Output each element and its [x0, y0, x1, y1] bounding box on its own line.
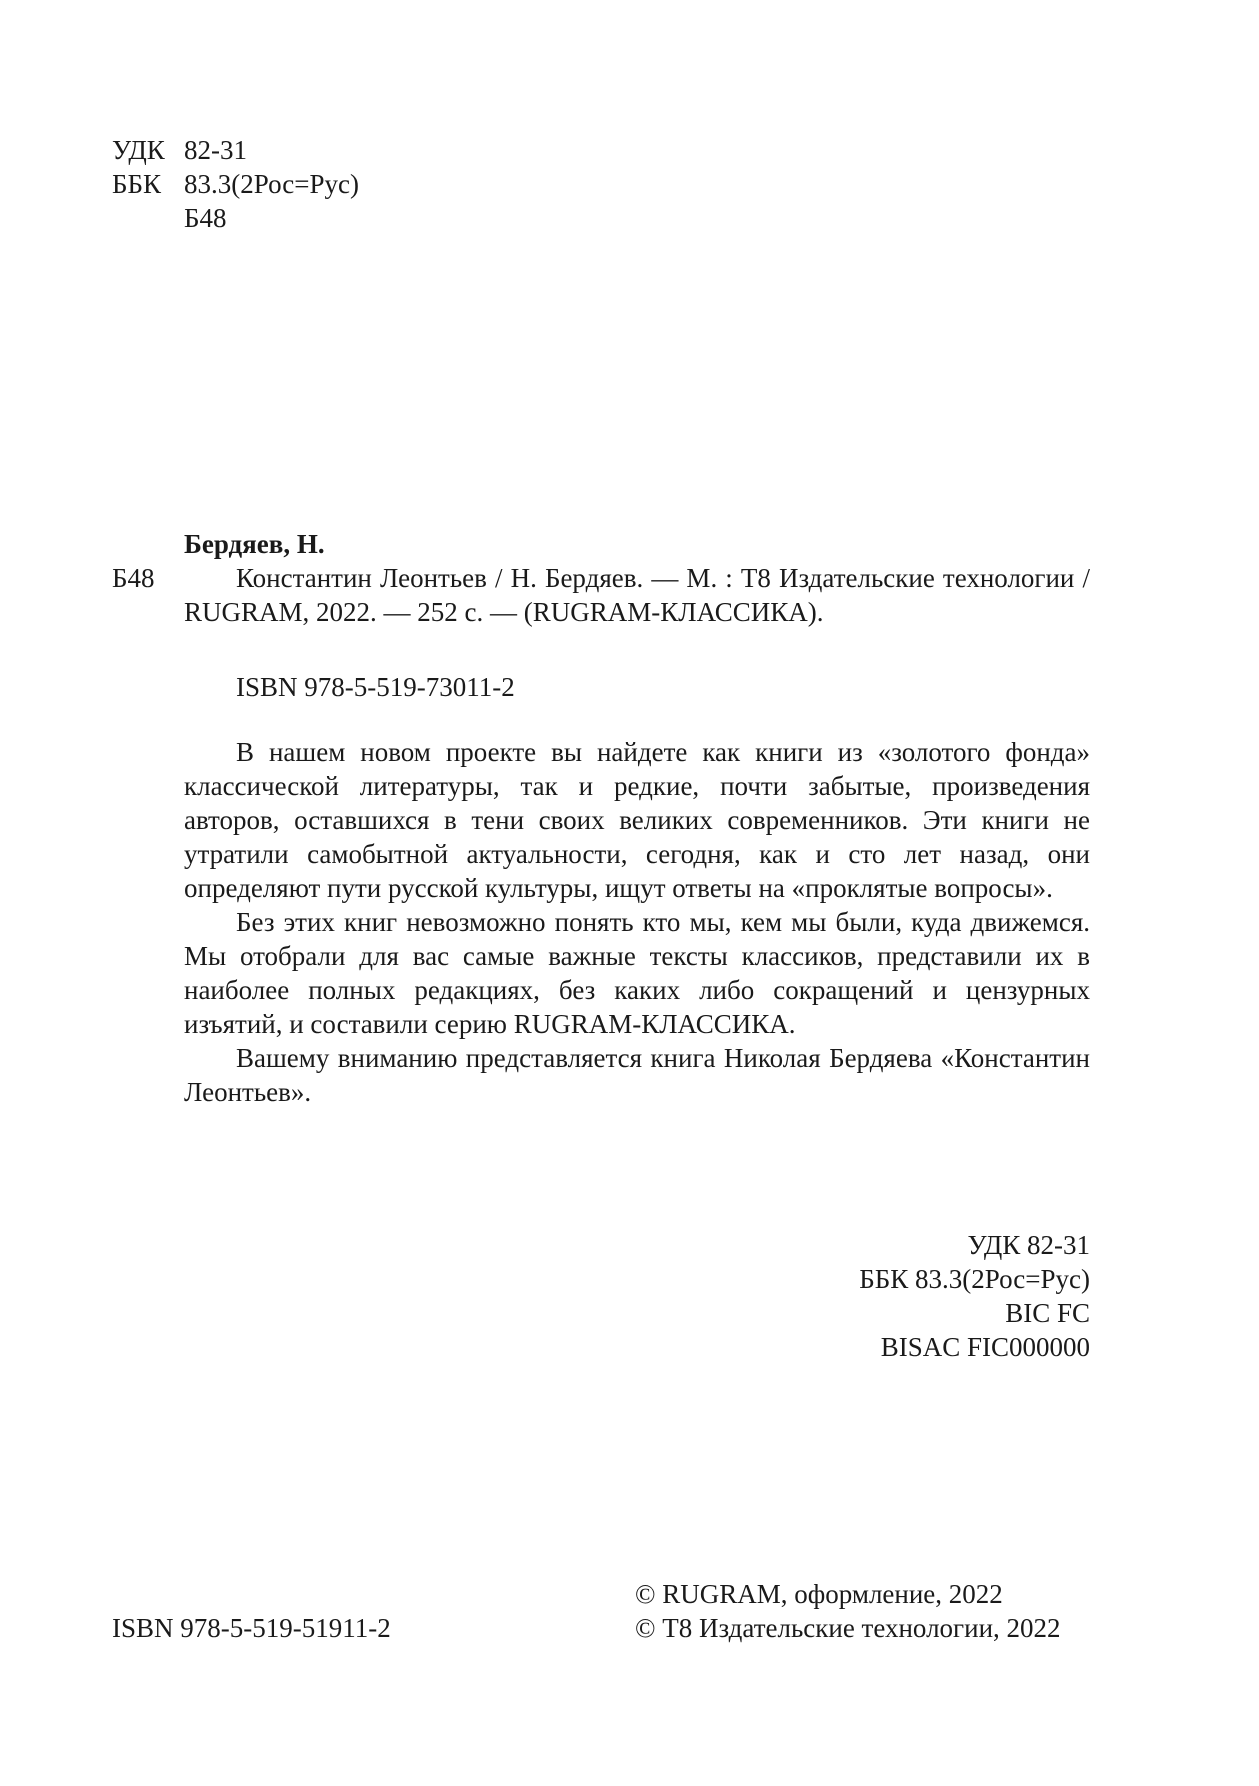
copyrights	[635, 1577, 1061, 1645]
udk-right: УДК 82-31	[967, 1230, 1090, 1260]
annotation-paragraph: Вашему вниманию представляется книга Николая Бердяева «Константин Леонтьев».	[184, 1043, 1090, 1107]
bbk-value: 83.3(2Рос=Рус)	[184, 169, 359, 199]
bisac-code: BISAC FIC000000	[880, 1332, 1090, 1362]
udk-value: 82-31	[184, 135, 247, 165]
classification-right	[859, 1228, 1090, 1364]
bic-code: BIC FC	[1005, 1298, 1090, 1328]
copyright-design: © RUGRAM, оформление, 2022	[635, 1579, 1003, 1609]
udk-label: УДК	[112, 135, 165, 165]
annotation-paragraph: Без этих книг невозможно понять кто мы, кем мы были, куда движемся. Мы отобрали для вас самые важные тексты классиков, представили их в наиболее полных редакциях, без каких либо сокращений и цензурных изъятий, и составили серию RUGRAM-КЛАССИКА.	[184, 907, 1090, 1039]
isbn-main: ISBN 978-5-519-73011-2	[236, 672, 515, 702]
bbk-label: ББК	[112, 169, 162, 199]
bibliographic-description: Константин Леонтьев / Н. Бердяев. — М. : Т8 Издательские технологии / RUGRAM, 2022. — 252 с. — (RUGRAM-КЛАССИКА).	[184, 563, 1090, 627]
annotation-paragraph: В нашем новом проекте вы найдете как книги из «золотого фонда» классической литературы, так и редкие, почти забытые, произведения авторов, оставшихся в тени своих великих современников. Эти книги не утратили самобытной актуальности, сегодня, как и сто лет назад, они определяют пути русской культуры, ищут ответы на «проклятые вопросы».	[184, 737, 1090, 903]
author-mark: Б48	[112, 563, 155, 593]
author-mark-top: Б48	[184, 203, 227, 233]
isbn-bottom: ISBN 978-5-519-51911-2	[112, 1613, 391, 1643]
author-name: Бердяев, Н.	[184, 529, 325, 559]
annotation	[184, 735, 1090, 1109]
bbk-right: ББК 83.3(2Рос=Рус)	[859, 1264, 1090, 1294]
copyright-publisher: © Т8 Издательские технологии, 2022	[635, 1613, 1061, 1643]
